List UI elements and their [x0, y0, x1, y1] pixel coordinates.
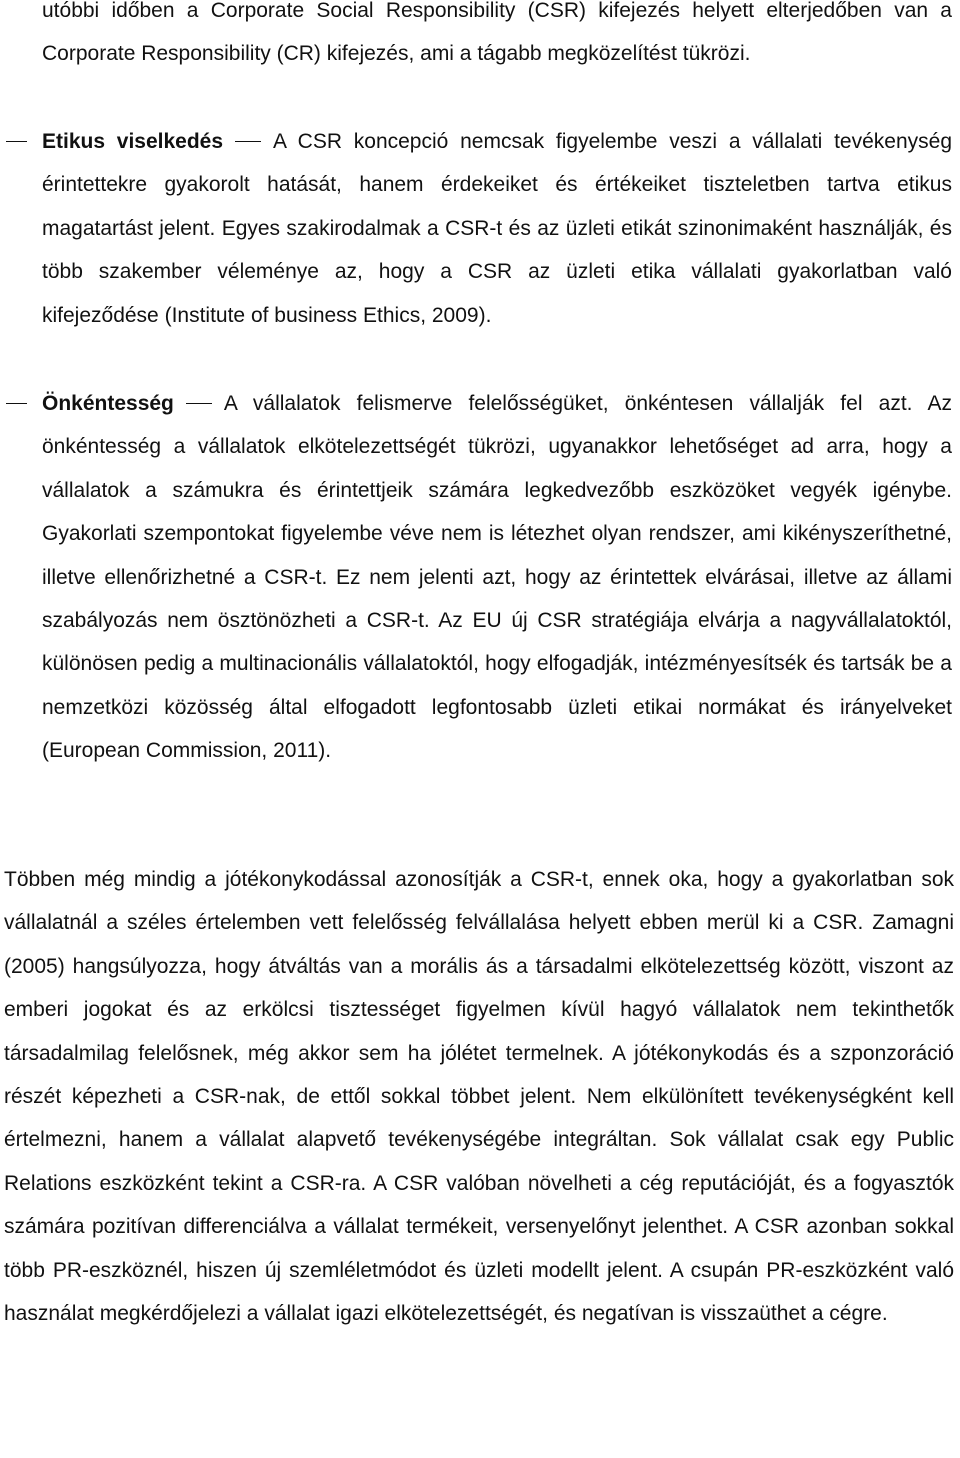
bullet-item-ethical-behavior: [42, 120, 952, 337]
bullet-text: A CSR koncepció nemcsak figyelembe veszi a vállalati tevékenység érintettekre gyakorolt hatását, hanem érdekeiket és értékeiket tiszteletben tartva etikus magatartást jelent. Egyes szakirodalmak a CSR-t és az üzleti etikát szinonimaként használják, és több szakember véleménye az, hogy a CSR az üzleti etika vállalati gyakorlatban való kifejeződése (Institute of business Ethics, 2009).: [42, 130, 952, 327]
bullet-term: Önkéntesség: [42, 392, 174, 415]
main-paragraph: Többen még mindig a jótékonykodással azonosítják a CSR-t, ennek oka, hogy a gyakorlatban sok vállalatnál a széles értelemben vett felelősség felvállalása helyett ebben merül ki a CSR. Zamagni (2005) hangsúlyozza, hogy átváltás van a morális ás a társadalmi elkötelezettség között, viszont az emberi jogokat és az erkölcsi tisztességet figyelmen kívül hagyó vállalatok nem tekinthetők társadalmilag felelősnek, még akkor sem ha jólétet termelnek. A jótékonykodás és a szponzoráció részét képezheti a CSR-nak, de ettől sokkal többet jelent. Nem elkülönített tevékenységként kell értelmezni, hanem a vállalat alapvető tevékenységébe integráltan. Sok vállalat csak egy Public Relations eszközként tekint a CSR-ra. A CSR valóban növelheti a cég reputációját, és a fogyasztók számára pozitívan differenciálva a vállalat termékeit, versenyelőnyt jelenthet. A CSR azonban sokkal több PR-eszköznél, hiszen új szemléletmódot és üzleti modellt jelent. A csupán PR-eszközként való használat megkérdőjelezi a vállalat igazi elkötelezettségét, és negatívan is visszaüthet a cégre.: [4, 868, 954, 1326]
em-dash-separator: [186, 403, 212, 404]
continuation-paragraph: utóbbi időben a Corporate Social Responsibility (CSR) kifejezés helyett elterjedőben van a Corporate Responsibility (CR) kifejezés, ami a tágabb megközelítést tükrözi.: [42, 0, 952, 66]
em-dash-separator: [235, 141, 261, 142]
bullet-item-voluntarism: [42, 382, 952, 773]
dash-bullet-icon: [6, 141, 27, 142]
dash-bullet-icon: [6, 403, 27, 404]
bullet-text: A vállalatok felismerve felelősségüket, önkéntesen vállalják fel azt. Az önkéntesség a vállalatok elkötelezettségét tükrözi, ugyanakkor lehetőséget ad arra, hogy a vállalatok a számukra és érintettjeik számára legkedvezőbb eszközöket vegyék igénybe. Gyakorlati szempontokat figyelembe véve nem is létezhet olyan rendszer, ami kikényszeríthetné, illetve ellenőrizhetné a CSR-t. Ez nem jelenti azt, hogy az érintettek elvárásai, illetve az állami szabályozás nem ösztönözheti a CSR-t. Az EU új CSR stratégiája elvárja a nagyvállalatoktól, különösen pedig a multinacionális vállalatoktól, hogy elfogadják, intézményesítsék és tartsák be a nemzetközi közösség által elfogadott legfontosabb üzleti etikai normákat és irányelveket (European Commission, 2011).: [42, 392, 952, 763]
bullet-term: Etikus viselkedés: [42, 130, 224, 153]
